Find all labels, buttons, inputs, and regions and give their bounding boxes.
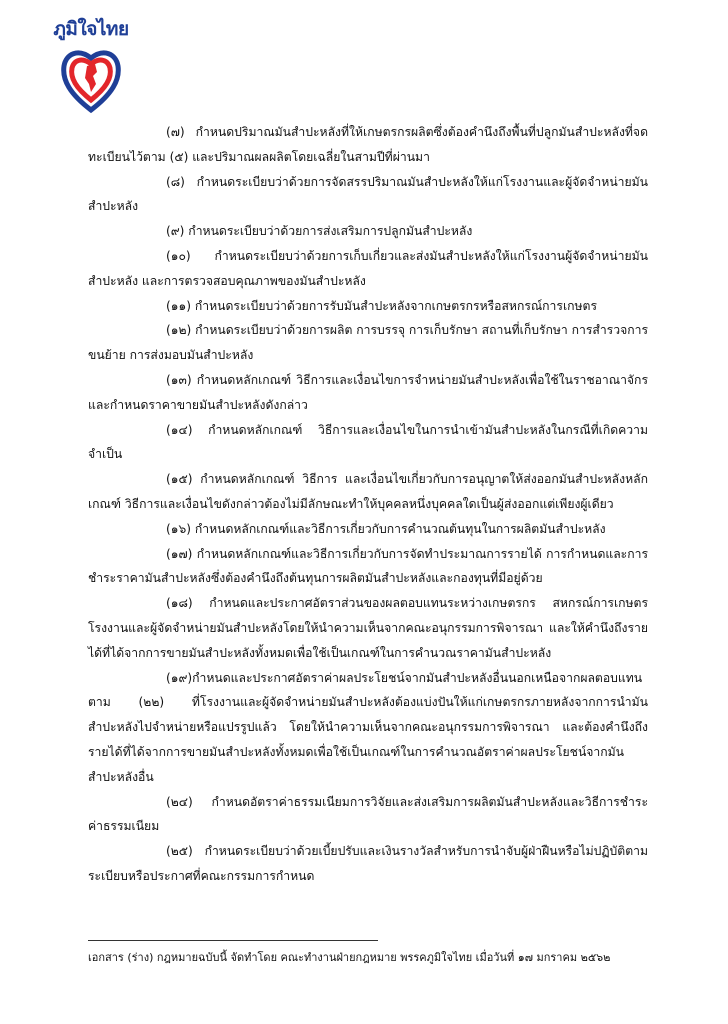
paragraph-item-11: (๑๑) กำหนดระเบียบว่าด้วยการรับมันสำปะหลังจากเกษตรกรหรือสหกรณ์การเกษตร — [166, 298, 597, 313]
paragraph-item-10: (๑๐) กำหนดระเบียบว่าด้วยการเก็บเกี่ยวและส่งมันสำปะหลังให้แก่โรงงานผู้จัดจำหน่ายมันสำปะหลัง และการตรวจสอบคุณภาพของมันสำปะหลัง — [88, 248, 648, 288]
paragraph-item-19: (๑๙)กำหนดและประกาศอัตราค่าผลประโยชน์จากมันสำปะหลังอื่นนอกเหนือจากผลตอบแทนตาม (๒๒) ที่โรงงานและผู้จัดจำหน่ายมันสำปะหลังต้องแบ่งปันให้แก่เกษตรกรภายหลังจากการนำมันสำปะหลังไปจำหน่ายหรือแปรรูปแล้ว โดยให้นำความเห็นจากคณะอนุกรรมการพิจารณา และต้องคำนึงถึงรายได้ที่ได้จากการขายมันสำปะหลังทั้งหมดเพื่อใช้เป็นเกณฑ์ในการคำนวณอัตราค่าผลประโยชน์จากมันสำปะหลังอื่น — [88, 670, 648, 784]
paragraph-item-13: (๑๓) กำหนดหลักเกณฑ์ วิธีการและเงื่อนไขการจำหน่ายมันสำปะหลังเพื่อใช้ในราชอาณาจักร และกำหนดราคาขายมันสำปะหลังดังกล่าว — [88, 372, 648, 412]
paragraph-item-12: (๑๒) กำหนดระเบียบว่าด้วยการผลิต การบรรจุ การเก็บรักษา สถานที่เก็บรักษา การสำรวจการขนย้าย การส่งมอบมันสำปะหลัง — [88, 323, 648, 363]
paragraph-item-8: (๘) กำหนดระเบียบว่าด้วยการจัดสรรปริมาณมันสำปะหลังให้แก่โรงงานและผู้จัดจำหน่ายมันสำปะหลัง — [88, 174, 648, 214]
paragraph-item-9: (๙) กำหนดระเบียบว่าด้วยการส่งเสริมการปลูกมันสำปะหลัง — [166, 224, 473, 239]
paragraph-item-7: (๗) กำหนดปริมาณมันสำปะหลังที่ให้เกษตรกรผลิตซึ่งต้องคำนึงถึงพื้นที่ปลูกมันสำปะหลังที่จดทะเบียนไว้ตาม (๕) และปริมาณผลผลิตโดยเฉลี่ยในสามปีที่ผ่านมา — [88, 125, 648, 164]
document-body — [88, 120, 648, 889]
paragraph-item-24: (๒๔) กำหนดอัตราค่าธรรมเนียมการวิจัยและส่งเสริมการผลิตมันสำปะหลังและวิธีการชำระค่าธรรมเนียม — [88, 794, 648, 834]
paragraph-item-18: (๑๘) กำหนดและประกาศอัตราส่วนของผลตอบแทนระหว่างเกษตรกร สหกรณ์การเกษตร โรงงานและผู้จัดจำหน่ายมันสำปะหลังโดยให้นำความเห็นจากคณะอนุกรรมการพิจารณา และให้คำนึงถึงรายได้ที่ได้จากการขายมันสำปะหลังทั้งหมดเพื่อใช้เป็นเกณฑ์ในการคำนวณราคามันสำปะหลัง — [88, 596, 648, 660]
paragraph-item-17: (๑๗) กำหนดหลักเกณฑ์และวิธีการเกี่ยวกับการจัดทำประมาณการรายได้ การกำหนดและการชำระราคามันสำปะหลังซึ่งต้องคำนึงถึงต้นทุนการผลิตมันสำปะหลังและกองทุนที่มีอยู่ด้วย — [88, 546, 648, 586]
footnote-divider — [88, 940, 378, 941]
paragraph-item-15: (๑๕) กำหนดหลักเกณฑ์ วิธีการ และเงื่อนไขเกี่ยวกับการอนุญาตให้ส่งออกมันสำปะหลังหลักเกณฑ์ วิธีการและเงื่อนไขดังกล่าวต้องไม่มีลักษณะทำให้บุคคลหนึ่งบุคคลใดเป็นผู้ส่งออกแต่เพียงผู้เดียว — [88, 472, 648, 511]
party-logo — [52, 14, 130, 114]
heart-map-icon — [60, 42, 122, 114]
paragraph-item-16: (๑๖) กำหนดหลักเกณฑ์และวิธีการเกี่ยวกับการคำนวณต้นทุนในการผลิตมันสำปะหลัง — [166, 521, 606, 536]
paragraph-item-14: (๑๔) กำหนดหลักเกณฑ์ วิธีการและเงื่อนไขในการนำเข้ามันสำปะหลังในกรณีที่เกิดความจำเป็น — [88, 422, 648, 462]
logo-wordmark: ภูมิใจไทย — [53, 18, 129, 40]
footnote: เอกสาร (ร่าง) กฎหมายฉบับนี้ จัดทำโดย คณะทำงานฝ่ายกฎหมาย พรรคภูมิใจไทย เมื่อวันที่ ๑๗ มกราคม ๒๕๖๒ — [88, 951, 611, 964]
paragraph-item-25: (๒๕) กำหนดระเบียบว่าด้วยเบี้ยปรับและเงินรางวัลสำหรับการนำจับผู้ฝ่าฝืนหรือไม่ปฏิบัติตามระเบียบหรือประกาศที่คณะกรรมการกำหนด — [88, 844, 648, 883]
